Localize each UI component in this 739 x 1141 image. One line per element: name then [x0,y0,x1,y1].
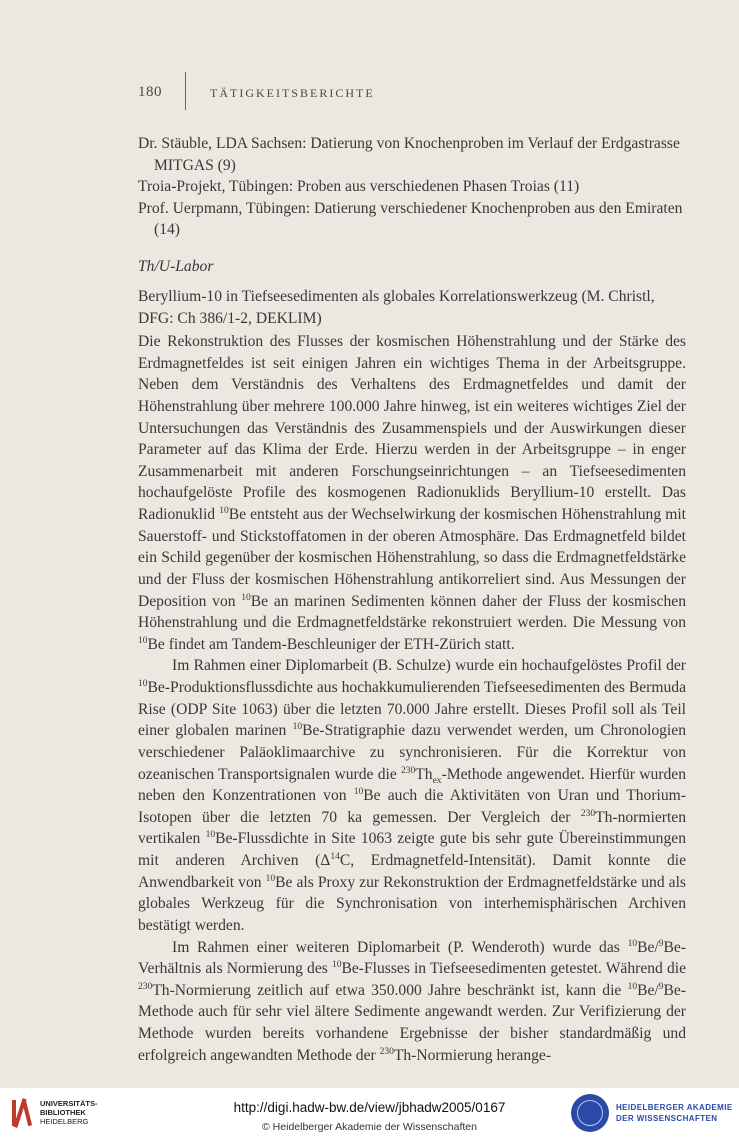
paragraph-3: Im Rahmen einer weiteren Diplomarbeit (P. Wenderoth) wurde das $^{10}$Be/$^9$Be-Verhältnis als Normierung des $^{10}$Be-Flusses in Tiefseesedimenten getestet. Während die $^{230}$Th-Normierung zeitlich auf etwa 350.000 Jahre beschränkt ist, kann die $^{10}$Be/$^9$Be-Methode auch für sehr viel ältere Sedimente angewandt werden. Zur Verifizierung der Methode wurden bereits vorhandene Ergebnisse der bisher standardmäßig und erfolgreich angewandten Methode der $^{230}$Th-Normierung herange- [138,938,686,1064]
academy-name[interactable]: HEIDELBERGER AKADEMIE DER WISSENSCHAFTEN [616,1103,733,1123]
viewer-footer [0,1088,739,1141]
paragraph-2: Im Rahmen einer Diplomarbeit (B. Schulze) wurde ein hochaufgelöstes Profil der $^{10}$Be-Produktionsflussdichte aus hochakkumulierenden Tiefseesedimenten des Bermuda Rise (ODP Site 1063) über die letzten 70.000 Jahre erstellt. Dieses Profil soll als Teil einer globalen marinen $^{10}$Be-Stratigraphie dazu verwendet werden, um Chronologien verschiedener Paläoklimaarchive zu synchronisieren. Für die Korrektur von ozeanischen Transportsignalen wurde die $^{230}Th_{ex}$-Methode angewendet. Hierfür wurden neben den Konzentrationen von $^{10}$Be auch die Aktivitäten von Uran und Thorium-Isotopen über die letzten 70 ka gemessen. Der Vergleich der $^{230}$Th-normierten vertikalen $^{10}$Be-Flussdichte in Site 1063 zeigte gute bis sehr gute Übereinstimmungen mit anderen Archiven ($\Delta^{14}C$, Erdmagnetfeld-Intensität). Damit konnte die Anwendbarkeit von $^{10}$Be als Proxy zur Rekonstruktion der Erdmagnetfeldstärke und als globales Werkzeug für die Synchronisation von interhemisphärischen Archiven bestätigt werden. [138,657,686,934]
header-divider [185,72,186,110]
project-title: Beryllium-10 in Tiefseesedimenten als globales Korrelationswerkzeug (M. Christl, DFG: Ch 386/1-2, DEKLIM) [138,288,655,327]
list-item: Prof. Uerpmann, Tübingen: Datierung verschiedener Knochenproben aus den Emiraten (14) [138,199,683,239]
entry-list [138,133,686,241]
permalink-url[interactable]: http://digi.hadw-bw.de/view/jbhadw2005/0167 [233,1100,506,1115]
running-title: TÄTIGKEITSBERICHTE [210,86,375,100]
copyright-notice: © Heidelberger Akademie der Wissenschaften [262,1121,477,1133]
list-item: Dr. Stäuble, LDA Sachsen: Datierung von Knochenproben im Verlauf der Erdgastrasse MITGAS (9) [138,135,680,174]
university-library-name: UNIVERSITÄTS- BIBLIOTHEK HEIDELBERG [40,1099,98,1126]
page-number: 180 [138,84,162,100]
section-heading: Th/U-Labor [138,258,214,275]
academy-seal-icon[interactable] [571,1094,609,1132]
paragraph-1: Die Rekonstruktion des Flusses der kosmischen Höhenstrahlung und der Stärke des Erdmagnetfeldes ist seit einigen Jahren ein wichtiges Thema in der Arbeitsgruppe. Neben dem Verständnis des Verhaltens des Erdmagnetfeldes und damit der Höhenstrahlung über mehrere 100.000 Jahre hinweg, ist ein weiteres wichtiges Ziel der Untersuchungen das Verständnis des Zusammenspiels und der Auswirkungen dieser Parameter auf das Klima der Erde. Hierzu werden in der Arbeitsgruppe – in enger Zusammenarbeit mit anderen Forschungseinrichtungen – an Tiefseesedimenten hochaufgelöste Profile des kosmogenen Radionuklids Beryllium-10 erstellt. Das Radionuklid $^{10}$Be entsteht aus der Wechselwirkung der kosmischen Höhenstrahlung mit Sauerstoff- und Stickstoffatomen in der oberen Atmosphäre. Das Erdmagnetfeld bildet ein Schild gegenüber der kosmischen Höhenstrahlung, so dass die Erdmagnetfeldstärke und der Fluss der kosmischen Höhenstrahlung antikorreliert sind. Aus Messungen der Deposition von $^{10}$Be an marinen Sedimenten können daher der Fluss der kosmischen Höhenstrahlung und die Erdmagnetfeldstärke rekonstruiert werden. Die Messung von $^{10}$Be findet am Tandem-Beschleuniger der ETH-Zürich statt. [138,333,687,653]
list-item: Troia-Projekt, Tübingen: Proben aus verschiedenen Phasen Troias (11) [138,178,580,196]
main-text [138,331,686,1066]
